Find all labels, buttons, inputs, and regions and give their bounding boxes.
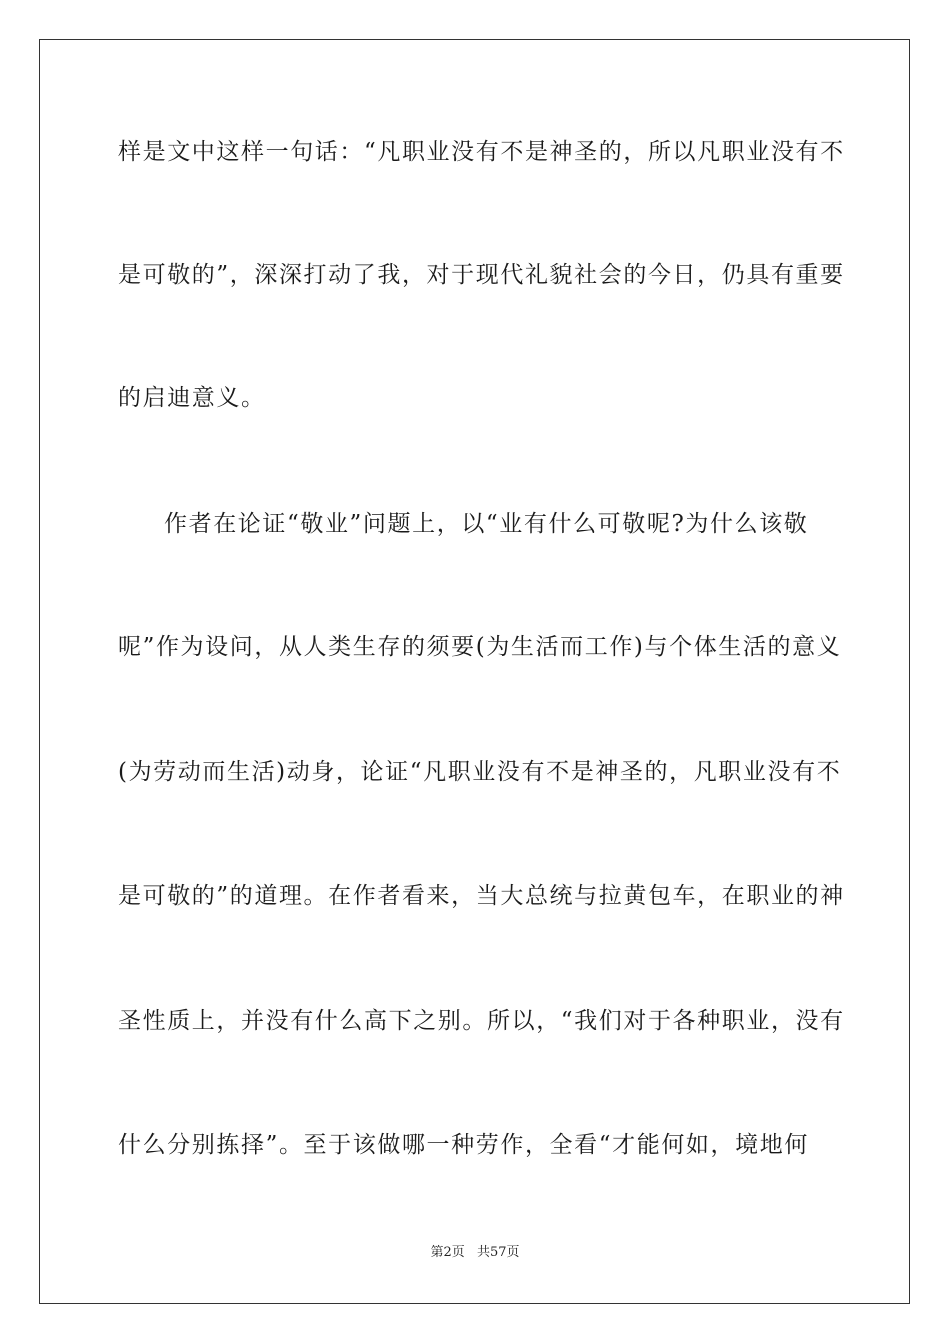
text-line: 什么分别拣择”。至于该做哪一种劳作，全看“才能何如，境地何 <box>118 1132 809 1158</box>
text-line: 圣性质上，并没有什么高下之别。所以，“我们对于各种职业，没有 <box>118 1008 845 1034</box>
page-border <box>39 39 910 1304</box>
text-line: 是可敬的”，深深打动了我，对于现代礼貌社会的今日，仍具有重要 <box>118 262 845 288</box>
paragraph-first-line: 作者在论证“敬业”问题上，以“业有什么可敬呢?为什么该敬 <box>164 511 809 537</box>
page-total: 共57页 <box>476 1245 520 1260</box>
text-line: 呢”作为设问，从人类生存的须要(为生活而工作)与个体生活的意义 <box>118 634 842 660</box>
text-line: 样是文中这样一句话：“凡职业没有不是神圣的，所以凡职业没有不 <box>118 139 845 165</box>
text-line: 是可敬的”的道理。在作者看来，当大总统与拉黄包车，在职业的神 <box>118 883 845 909</box>
page-number: 第2页 <box>430 1245 465 1260</box>
text-line: (为劳动而生活)动身，论证“凡职业没有不是神圣的，凡职业没有不 <box>118 759 842 785</box>
page-footer <box>0 1244 950 1262</box>
text-line: 的启迪意义。 <box>118 385 266 411</box>
